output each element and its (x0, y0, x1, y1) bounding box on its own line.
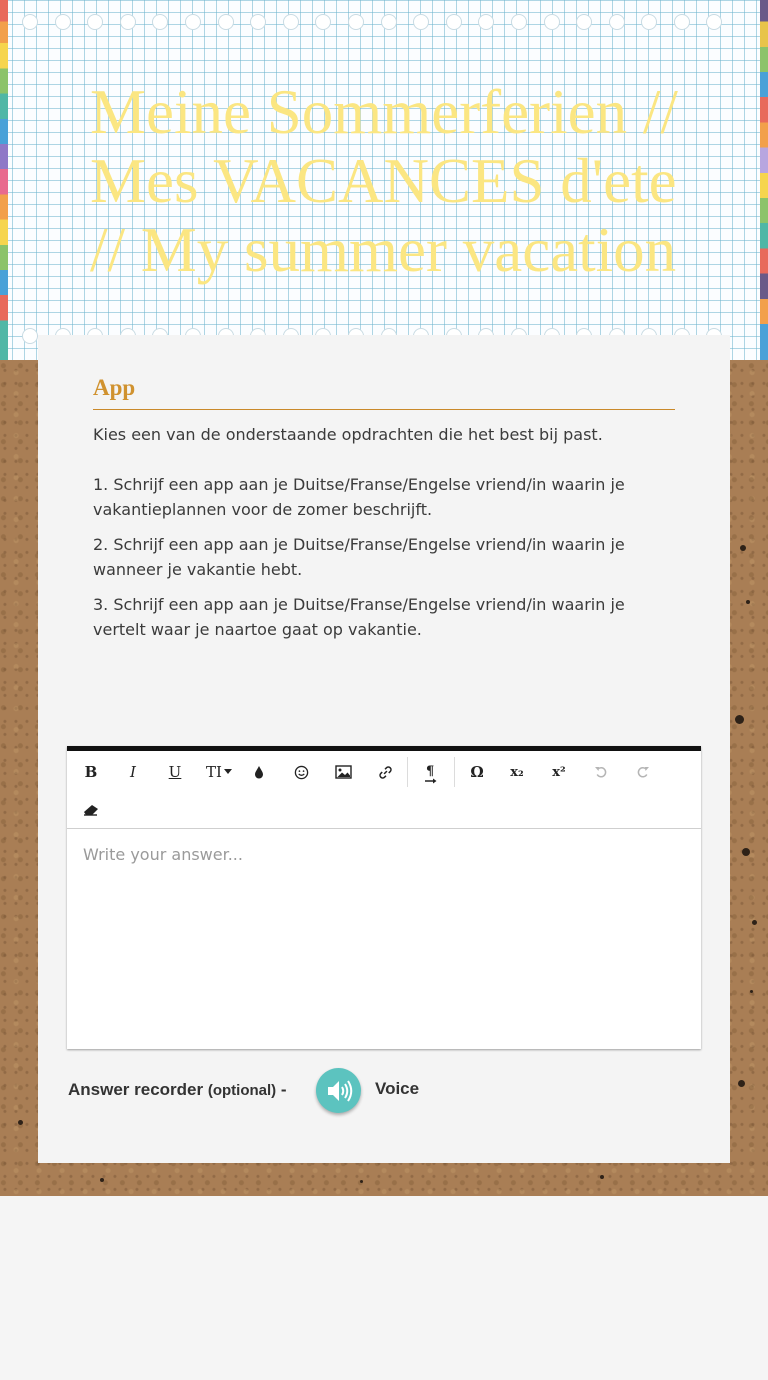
voice-record-button[interactable] (316, 1068, 361, 1113)
font-size-icon[interactable] (201, 757, 237, 787)
svg-text:¶: ¶ (426, 764, 435, 779)
recorder-separator: - (280, 1080, 287, 1099)
recorder-optional-text: (optional) (207, 1082, 277, 1099)
paragraph-direction-icon[interactable] (415, 759, 447, 789)
recorder-label (68, 1080, 287, 1100)
header-banner (0, 0, 768, 360)
task-item: 2. Schrijf een app aan je Duitse/Franse/Engelse vriend/in waarin je wanneer je vakantie hebt. (93, 535, 625, 579)
task-item: 3. Schrijf een app aan je Duitse/Franse/Engelse vriend/in waarin je vertelt waar je naartoe gaat op vakantie. (93, 595, 625, 639)
instructions (93, 422, 675, 652)
answer-recorder (68, 1067, 708, 1113)
voice-label[interactable]: Voice (375, 1079, 420, 1098)
right-color-stripe (760, 0, 768, 360)
speaker-icon (325, 1078, 353, 1104)
superscript-icon[interactable]: x² (552, 764, 566, 780)
task-item: 1. Schrijf een app aan je Duitse/Franse/Engelse vriend/in waarin je vakantieplannen voor de zomer beschrijft. (93, 475, 625, 519)
image-icon[interactable] (327, 757, 359, 787)
left-color-stripe (0, 0, 8, 360)
special-character-icon[interactable]: Ω (470, 763, 484, 781)
undo-icon[interactable] (585, 757, 617, 787)
recorder-label-text: Answer recorder (68, 1080, 204, 1099)
instructions-intro: Kies een van de onderstaande opdrachten die het best bij past. (93, 425, 603, 444)
binder-holes-top (22, 14, 722, 30)
font-size-label: TI (206, 763, 222, 781)
text-color-icon[interactable] (243, 757, 275, 787)
answer-editor (67, 746, 701, 1049)
italic-icon[interactable]: I (130, 763, 136, 781)
emoji-icon[interactable] (285, 757, 317, 787)
clear-format-icon[interactable] (75, 795, 107, 825)
bold-icon[interactable]: B (84, 763, 98, 781)
redo-icon[interactable] (627, 757, 659, 787)
section-title: App (93, 375, 675, 410)
page-title: Meine Sommerferien // Mes VACANCES d'ete // My summer vacation (90, 77, 678, 285)
editor-toolbar (67, 751, 701, 829)
link-icon[interactable] (369, 757, 401, 787)
underline-icon[interactable]: U (168, 763, 182, 781)
answer-input[interactable] (67, 829, 701, 1049)
subscript-icon[interactable]: x₂ (510, 764, 524, 780)
assignment-card (38, 335, 730, 1163)
